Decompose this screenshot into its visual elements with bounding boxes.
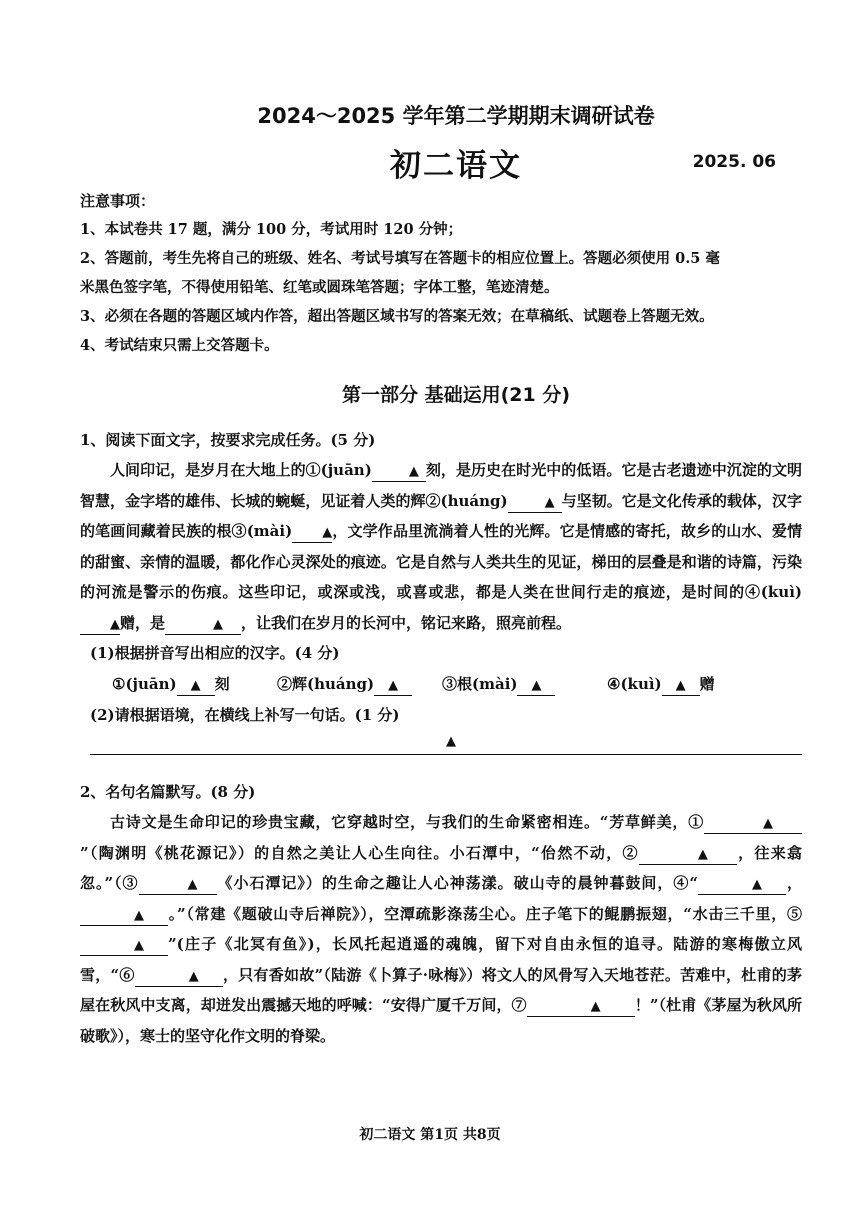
blank-triangle-icon: ▲ [188, 968, 199, 984]
passage-text: 人间印记，是岁月在大地上的①(juān) [110, 461, 372, 479]
question-1-passage [80, 455, 802, 638]
page-footer: 初二语文 第1页 共8页 [359, 1127, 501, 1143]
question-2 [80, 777, 802, 1051]
question-2-passage: 古诗文是生命印记的珍贵宝藏，它穿越时空，与我们的生命紧密相连。“芳草鲜美，① ▲”（陶渊明《桃花源记》）的自然之美让人心生向往。小石潭中，“佁然不动，② ▲ ，往来翕忽。”（③ ▲ 《小石潭记》）的生命之趣让人心神荡漾。破山寺的晨钟暮鼓间，④“ ▲ ，▲ 。”（常建《题破山寺后禅院》），空潭疏影涤荡尘心。庄子笔下的鲲鹏振翅，“水击三千里，⑤▲ ”(庄子《北冥有鱼》)，长风托起逍遥的魂魄，留下对自由永恒的追寻。陆游的寒梅傲立风雪，“⑥ ▲ ，只有香如故”（陆游《卜算子·咏梅》）将文人的风骨写入天地苍茫。苦难中，杜甫的茅屋在秋风中支离，却迸发出震撼天地的呼喊：“安得广厦千万间，⑦ ▲ ！”（杜甫《茅屋为秋风所破歌》），寒士的坚守化作文明的脊梁。 [80, 813, 802, 1045]
notice-block [80, 190, 802, 360]
passage-text: ，文学作品里流淌着人性的光辉。它是情感的寄托，故乡的山水、爱情的甜蜜、亲情的温暖，都化作心灵深处的痕迹。它是自然与人类共生的见证，梯田的层叠是和谐的诗篇，污染的河流是警示的伤痕。这些印记，或深或浅，或喜或悲，都是人类在世间行走的痕迹，是时间的④(kuì) [80, 522, 802, 601]
question-1 [80, 425, 802, 755]
answer-blank [698, 874, 786, 895]
answer-blank [704, 813, 802, 834]
passage-text: 刻，是历史在时光中的低语。它是古老遗迹中沉淀的文明智慧，金字塔的雄伟、长城的蜿蜒，见证着人类的辉②(huáng) [80, 461, 802, 510]
notice-item: 4、考试结束只需上交答题卡。 [80, 337, 279, 354]
answer-blank [517, 675, 555, 696]
answer-blank [508, 492, 562, 513]
blank-triangle-icon: ▲ [110, 616, 120, 632]
subject-title: 初二语文 [390, 148, 522, 184]
answer-item: ④(kuì) ▲ 赠 [607, 668, 772, 700]
blank-triangle-icon: ▲ [531, 678, 542, 693]
blank-triangle-icon: ▲ [322, 525, 333, 540]
blank-triangle-icon: ▲ [408, 464, 419, 479]
blank-triangle-icon: ▲ [752, 877, 762, 892]
blank-triangle-icon: ▲ [213, 616, 224, 632]
answer-blank [372, 461, 426, 482]
answer-item: ①(juān) ▲ 刻 [112, 668, 277, 700]
blank-triangle-icon: ▲ [675, 678, 686, 693]
answer-blank [374, 675, 412, 696]
header [110, 0, 802, 190]
passage-text: 与坚韧。它是文化传承的载体，汉字的笔画间藏着民族的根③(mài) [80, 491, 802, 540]
blank-triangle-icon: ▲ [388, 678, 399, 693]
answer-blank [527, 996, 635, 1017]
pinyin-answers [80, 668, 802, 700]
answer-blank [80, 905, 168, 926]
answer-blank [80, 935, 168, 956]
notice-item: 1、本试卷共 17 题，满分 100 分，考试用时 120 分钟； [80, 221, 463, 238]
question-1-heading: 1、阅读下面文字，按要求完成任务。(5 分) [80, 431, 376, 449]
notice-list [80, 215, 802, 360]
answer-blank [139, 874, 217, 895]
exam-date: 2025. 06 [692, 152, 776, 172]
notice-item: 2、答题前，考生先将自己的班级、姓名、考试号填写在答题卡的相应位置上。答题必须使用 0.5 毫 [80, 250, 720, 267]
passage-text: 赠，是 [120, 613, 166, 632]
question-1-sub2: (2)请根据语境，在横线上补写一句话。(1 分) [90, 706, 400, 724]
passage-text: ，让我们在岁月的长河中，铭记来路，照亮前程。 [241, 613, 572, 632]
answer-blank [177, 675, 215, 696]
answer-blank [80, 614, 120, 635]
notice-heading: 注意事项： [80, 192, 156, 210]
blank-triangle-icon: ▲ [544, 494, 555, 510]
notice-item: 米黑色签字笔，不得使用铅笔、红笔或圆珠笔答题；字体工整，笔迹清楚。 [80, 279, 559, 296]
answer-item: ③根(mài) ▲ [442, 668, 607, 700]
answer-blank [135, 966, 223, 987]
answer-blank [292, 522, 332, 543]
answer-blank [639, 844, 737, 865]
notice-item: 3、必须在各题的答题区域内作答，超出答题区域书写的答案无效；在草稿纸、试题卷上答题无效。 [80, 308, 714, 325]
section-title: 第一部分 基础运用(21 分) [341, 384, 571, 406]
blank-triangle-icon: ▲ [134, 938, 144, 953]
blank-triangle-icon: ▲ [190, 678, 201, 693]
question-2-heading: 2、名句名篇默写。(8 分) [80, 783, 256, 801]
answer-blank [165, 614, 241, 635]
blank-triangle-icon: ▲ [187, 877, 198, 892]
blank-triangle-icon: ▲ [590, 999, 601, 1014]
exam-title: 2024～2025 学年第二学期期末调研试卷 [257, 104, 655, 128]
blank-triangle-icon: ▲ [763, 816, 773, 831]
answer-line [90, 732, 802, 755]
blank-triangle-icon: ▲ [697, 846, 708, 862]
blank-triangle-icon: ▲ [134, 907, 144, 923]
question-1-sub1: (1)根据拼音写出相应的汉字。(4 分) [90, 644, 340, 662]
answer-blank [662, 675, 700, 696]
blank-triangle-icon: ▲ [446, 734, 456, 749]
answer-item: ②辉(huáng) ▲ [277, 668, 442, 700]
